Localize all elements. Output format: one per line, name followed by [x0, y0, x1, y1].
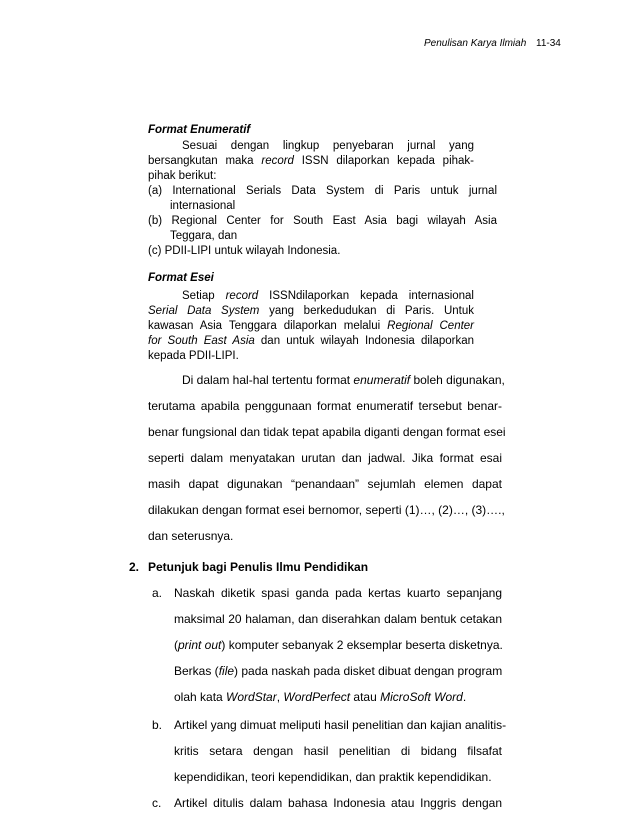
text-run-italic: Regional Center	[387, 320, 475, 332]
esei-line-4	[148, 334, 474, 349]
body-line-4: seperti dalam menyatakan urutan dan jadwal. Jika format esai	[148, 451, 502, 465]
esei-line-3	[148, 319, 474, 334]
section-heading: Petunjuk bagi Penulis Ilmu Pendidikan	[148, 560, 369, 574]
heading-format-esei: Format Esei	[148, 272, 214, 284]
text-run: olah kata	[174, 690, 227, 704]
item-a-line-4	[174, 664, 502, 678]
text-run-italic: WordPerfect	[283, 690, 351, 704]
text-run: kawasan Asia Tenggara dilaporkan melalui	[148, 320, 388, 332]
esei-paragraph	[148, 289, 474, 364]
text-run: ISSN dilaporkan kepada pihak-	[293, 155, 474, 167]
esei-line-2	[148, 304, 474, 319]
text-run-italic: MicroSoft Word	[380, 690, 463, 704]
item-a-line-5	[174, 690, 466, 704]
text-run-italic: Serial Data System	[148, 305, 260, 317]
item-b-line-2: kritis setara dengan hasil penelitian di bidang filsafat	[174, 744, 502, 758]
enumeratif-line-2	[148, 154, 474, 169]
body-line-7: dan seterusnya.	[148, 529, 234, 543]
section-number: 2.	[129, 560, 140, 574]
text-run: atau	[350, 690, 381, 704]
text-run-italic: for South East Asia	[148, 335, 255, 347]
list-item-c: (c) PDII-LIPI untuk wilayah Indonesia.	[148, 245, 341, 257]
text-run: Di dalam hal-hal tertentu format	[182, 373, 354, 387]
list-item-a-cont: internasional	[170, 200, 236, 212]
text-run: boleh digunakan,	[410, 373, 505, 387]
text-run: (	[174, 638, 178, 652]
body-line-1	[182, 373, 505, 387]
running-header-title: Penulisan Karya Ilmiah	[424, 38, 527, 49]
text-run: yang berkedudukan di Paris. Untuk	[259, 305, 474, 317]
list-item-b: (b) Regional Center for South East Asia bagi wilayah Asia	[148, 215, 497, 227]
enumeratif-line-1: Sesuai dengan lingkup penyebaran jurnal yang	[182, 140, 474, 152]
text-run: ,	[276, 690, 284, 704]
item-b-line-3: kependidikan, teori kependidikan, dan praktik kependidikan.	[174, 770, 492, 784]
text-run-italic: file	[218, 664, 235, 678]
page-number: 11-34	[536, 38, 561, 49]
text-run-italic: print out	[178, 638, 222, 652]
item-b-line-1: Artikel yang dimuat meliputi hasil penelitian dan kajian analitis-	[174, 718, 507, 732]
text-run-italic: record	[261, 155, 294, 167]
enumeratif-paragraph	[148, 139, 474, 184]
item-c-label: c.	[152, 796, 162, 810]
text-run-italic: WordStar	[226, 690, 277, 704]
text-run: ) komputer sebanyak 2 eksemplar beserta disketnya.	[221, 638, 503, 652]
text-run: .	[462, 690, 467, 704]
item-b-label: b.	[152, 718, 163, 732]
item-a-line-3	[174, 638, 502, 652]
text-run: Setiap	[182, 290, 226, 302]
body-line-3: benar fungsional dan tidak tepat apabila diganti dengan format esei	[148, 425, 506, 439]
text-run: dan untuk wilayah Indonesia dilaporkan	[254, 335, 475, 347]
text-run-italic: enumeratif	[353, 373, 411, 387]
enumeratif-list	[148, 184, 497, 259]
esei-line-5: kepada PDII-LIPI.	[148, 350, 239, 362]
item-a-label: a.	[152, 586, 163, 600]
list-item-a: (a) International Serials Data System di Paris untuk jurnal	[148, 185, 497, 197]
item-c-line-1: Artikel ditulis dalam bahasa Indonesia atau Inggris dengan	[174, 796, 502, 810]
text-run: Berkas (	[174, 664, 219, 678]
body-line-5: masih dapat digunakan “penandaan” sejumlah elemen dapat	[148, 477, 502, 491]
body-line-2: terutama apabila penggunaan format enumeratif tersebut benar-	[148, 399, 502, 413]
text-run: ISSNdilaporkan kepada internasional	[258, 290, 474, 302]
text-run: ) pada naskah pada disket dibuat dengan program	[234, 664, 503, 678]
esei-line-1	[148, 289, 474, 304]
text-run-italic: record	[225, 290, 259, 302]
enumeratif-line-3: pihak berikut:	[148, 170, 217, 182]
list-item-b-cont: Teggara, dan	[170, 230, 238, 242]
body-line-6: dilakukan dengan format esei bernomor, seperti (1)…, (2)…, (3)….,	[148, 503, 505, 517]
heading-format-enumeratif: Format Enumeratif	[148, 124, 251, 136]
text-run: bersangkutan maka	[148, 155, 262, 167]
item-a-line-1: Naskah diketik spasi ganda pada kertas kuarto sepanjang	[174, 586, 502, 600]
item-a-line-2: maksimal 20 halaman, dan diserahkan dalam bentuk cetakan	[174, 612, 502, 626]
